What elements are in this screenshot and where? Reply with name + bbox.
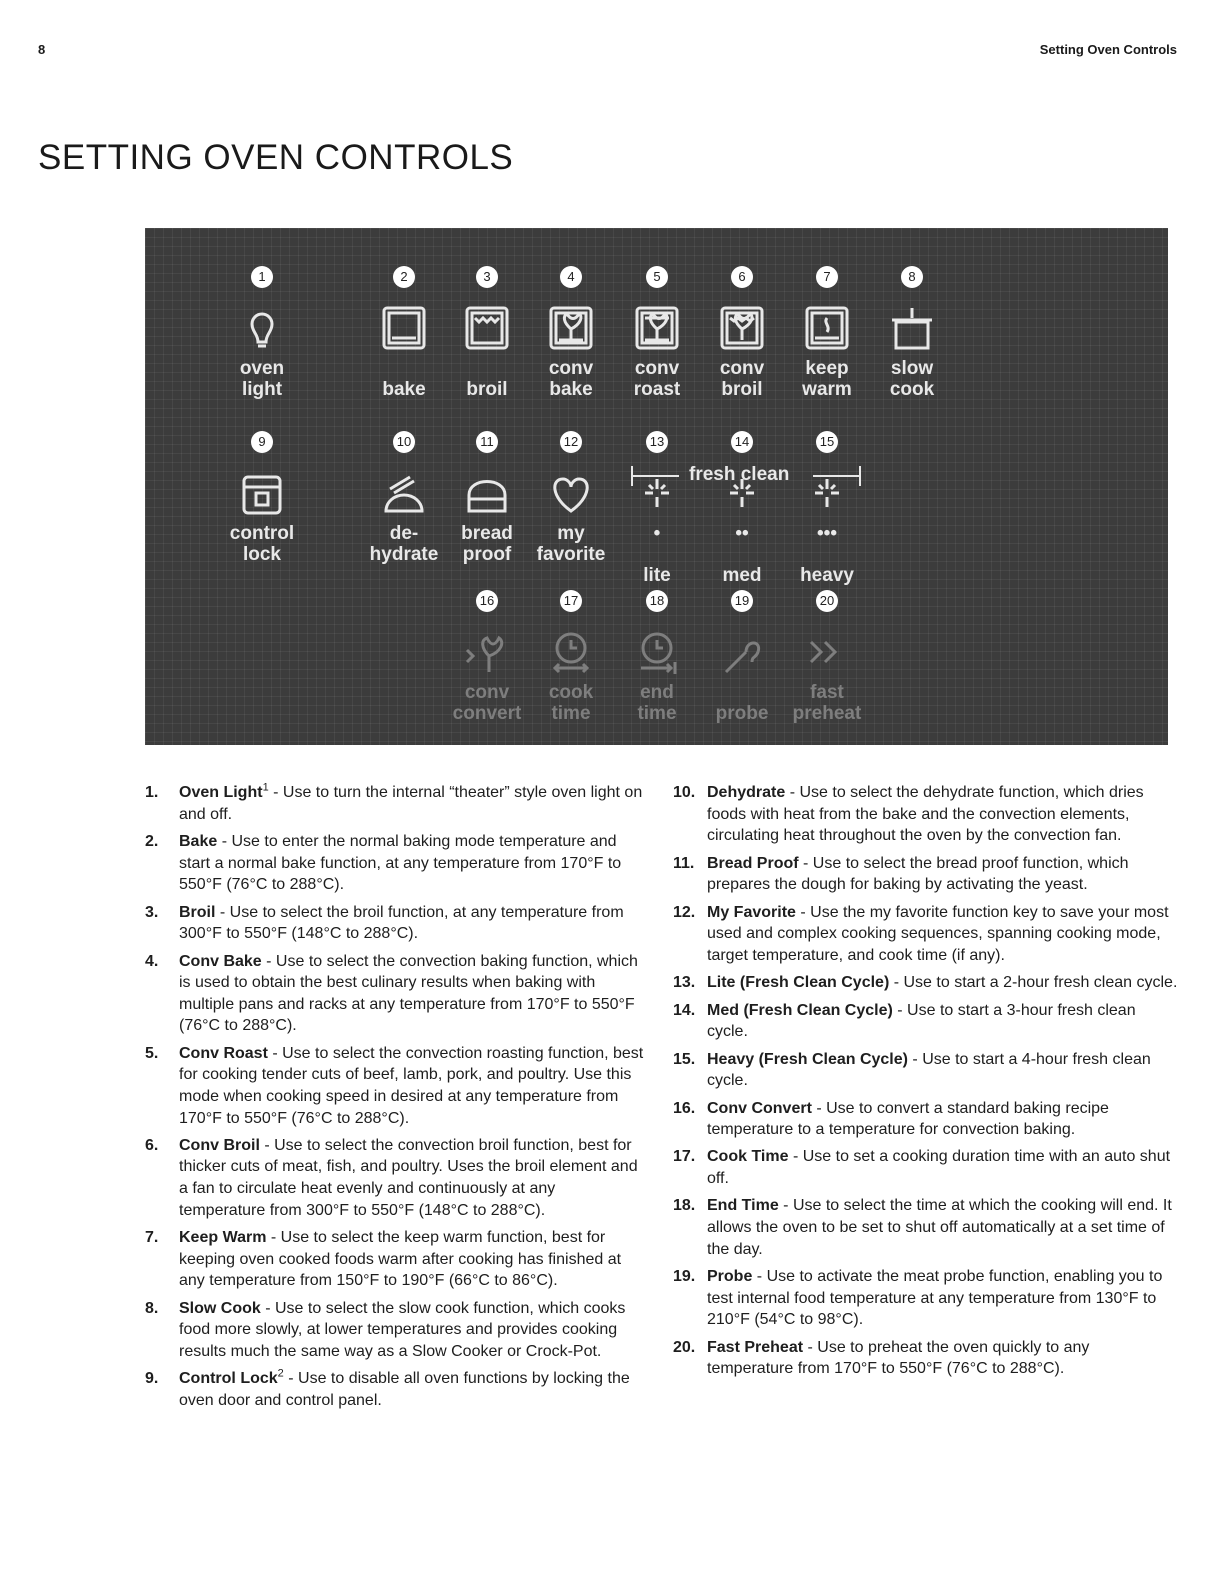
control-key-bread (442, 431, 532, 565)
callout-number: 4 (560, 266, 582, 288)
descriptions-left-column (145, 782, 645, 1417)
description-item (673, 1337, 1178, 1380)
item-number: 16. (673, 1099, 696, 1117)
item-term: Conv Roast (179, 1044, 268, 1062)
bread-icon (461, 467, 513, 519)
callout-number: 13 (646, 431, 668, 453)
item-number: 13. (673, 974, 696, 992)
control-key-label: cook (889, 379, 935, 400)
description-item (673, 782, 1178, 847)
footnote-ref: 1 (262, 781, 269, 794)
description-item (673, 902, 1178, 967)
control-key-label: time (551, 703, 591, 724)
control-key-label: light (241, 379, 283, 400)
control-key-label (359, 358, 449, 379)
description-item (673, 1146, 1178, 1189)
item-term: Broil (179, 903, 216, 921)
control-key-label: conv (548, 358, 594, 379)
callout-number: 18 (646, 590, 668, 612)
description-item (145, 902, 645, 945)
callout-number: 14 (731, 431, 753, 453)
item-term: Bread Proof (707, 854, 799, 872)
control-key-label: heavy (800, 565, 854, 586)
control-key-label: conv (634, 358, 680, 379)
item-number: 1. (145, 784, 159, 801)
control-key-conv-broil (697, 266, 787, 400)
item-term: Keep Warm (179, 1229, 267, 1247)
item-number: 7. (145, 1229, 159, 1247)
control-key-label (697, 682, 787, 703)
description-item (673, 1049, 1178, 1092)
item-term: My Favorite (707, 903, 796, 921)
item-number: 10. (673, 784, 696, 801)
item-text: - Use to start a 4-hour fresh clean cycle. (707, 1050, 1151, 1090)
callout-number: 5 (646, 266, 668, 288)
item-number: 11. (673, 854, 695, 872)
fast-preheat-icon (801, 626, 853, 678)
end-time-icon (631, 626, 683, 678)
control-key-label: my (557, 523, 585, 544)
callout-number: 3 (476, 266, 498, 288)
item-text: - Use to activate the meat probe function, enabling you to test internal food temperature at any temperature from 130°F to 210°F (54°C to 98°C). (707, 1268, 1163, 1329)
item-term: Conv Bake (179, 952, 262, 970)
callout-number: 2 (393, 266, 415, 288)
control-key-label: cook (548, 682, 594, 703)
item-text: - Use to select the convection roasting function, best for cooking tender cuts of beef, lamb, pork, and poultry. Use this mode when cooking speed in desired at any temperature from 170°F to 550°F (76°C to 288°C). (179, 1044, 644, 1127)
item-term: Control Lock (179, 1370, 278, 1388)
control-key-lightbulb (217, 266, 307, 400)
control-key-fast-preheat (782, 590, 872, 724)
callout-number: 11 (476, 431, 498, 453)
callout-number: 7 (816, 266, 838, 288)
footnote-ref: 2 (277, 1367, 284, 1380)
control-key-label: preheat (792, 703, 862, 724)
item-term: Oven Light (179, 784, 263, 801)
item-term: Lite (Fresh Clean Cycle) (707, 974, 890, 992)
control-key-label: med (722, 565, 762, 586)
item-text: - Use to select the convection broil function, best for thicker cuts of meat, fish, and poultry. Uses the broil element and a fan to circulate heat evenly and continuously at any temperature from 300°F to 550°F (148°C to 288°C). (179, 1136, 638, 1219)
description-item (145, 1227, 645, 1292)
conv-convert-icon (461, 626, 513, 678)
description-item (145, 951, 645, 1037)
control-key-label: warm (802, 379, 852, 400)
item-text: - Use to select the time at which the cooking will end. It allows the oven to be set to shut off automatically at a set time of the day. (707, 1197, 1172, 1258)
control-key-label: bread (461, 523, 513, 544)
item-text: - Use to select the convection baking function, which is used to obtain the best culinary results when baking with multiple pans and racks at any temperature from 170°F to 550°F (76°C to 288°C). (179, 952, 638, 1035)
callout-number: 6 (731, 266, 753, 288)
control-key-clean-med (697, 431, 787, 586)
bake-icon (378, 302, 430, 354)
callout-number: 20 (816, 590, 838, 612)
callout-number: 15 (816, 431, 838, 453)
item-text: - Use to select the broil function, at any temperature from 300°F to 550°F (148°C to 288°C). (179, 903, 624, 943)
control-key-label: fast (810, 682, 844, 703)
control-key-label: bake (382, 379, 426, 400)
slow-cook-icon (886, 302, 938, 354)
control-key-label: lock (242, 544, 282, 565)
page-number: 8 (38, 42, 46, 57)
item-text: - Use to preheat the oven quickly to any temperature from 170°F to 550°F (76°C to 288°C). (707, 1338, 1090, 1378)
callout-number: 16 (476, 590, 498, 612)
callout-number: 17 (560, 590, 582, 612)
cook-time-icon (545, 626, 597, 678)
control-key-label: conv (464, 682, 510, 703)
control-key-label (442, 358, 532, 379)
description-item (145, 1298, 645, 1363)
item-term: Conv Broil (179, 1136, 260, 1154)
item-text: - Use to select the bread proof function, which prepares the dough for baking by activating the yeast. (707, 854, 1129, 894)
callout-number: 12 (560, 431, 582, 453)
control-key-label: convert (452, 703, 522, 724)
control-key-dehydrate (359, 431, 449, 565)
item-text: - Use to start a 3-hour fresh clean cycle. (707, 1001, 1136, 1041)
conv-roast-icon (631, 302, 683, 354)
control-key-label: favorite (536, 544, 606, 565)
callout-number: 19 (731, 590, 753, 612)
item-number: 15. (673, 1050, 696, 1068)
item-text: - Use to set a cooking duration time with an auto shut off. (707, 1148, 1171, 1188)
clean-heavy-icon (801, 467, 853, 519)
item-text: - Use to select the keep warm function, best for keeping oven cooked foods warm after cooking has finished at any temperature from 150°F to 190°F (66°C to 86°C). (179, 1229, 622, 1290)
dehydrate-icon (378, 467, 430, 519)
control-key-label: lite (643, 565, 671, 586)
item-text: - Use to convert a standard baking recipe temperature to a temperature for convection baking. (707, 1099, 1109, 1139)
intensity-dots: ••• (817, 523, 837, 544)
description-item (145, 1135, 645, 1221)
control-key-clean-heavy (782, 431, 872, 586)
item-term: Conv Convert (707, 1099, 812, 1117)
item-term: Bake (179, 832, 218, 850)
item-number: 18. (673, 1197, 696, 1215)
control-key-label (697, 544, 787, 565)
control-key-heart (526, 431, 616, 565)
description-item (673, 1266, 1178, 1331)
control-key-label: conv (719, 358, 765, 379)
description-item (673, 1195, 1178, 1260)
item-number: 8. (145, 1299, 159, 1317)
clean-med-icon (716, 467, 768, 519)
callout-number: 9 (251, 431, 273, 453)
control-key-label (612, 544, 702, 565)
control-key-label: bake (549, 379, 593, 400)
conv-broil-icon (716, 302, 768, 354)
control-key-label: slow (890, 358, 934, 379)
item-number: 3. (145, 903, 159, 921)
control-key-lock (217, 431, 307, 565)
intensity-dots: •• (735, 523, 749, 544)
item-term: End Time (707, 1197, 779, 1215)
item-term: Med (Fresh Clean Cycle) (707, 1001, 893, 1019)
control-key-label: keep (805, 358, 849, 379)
control-key-broil (442, 266, 532, 400)
clean-lite-icon (631, 467, 683, 519)
item-text: - Use to select the dehydrate function, which dries foods with heat from the bake and the convection elements, circulating heat throughout the oven by the convection fan. (707, 784, 1144, 845)
control-key-clean-lite (612, 431, 702, 586)
item-text: - Use to start a 2-hour fresh clean cycle. (889, 974, 1178, 992)
item-text: - Use the my favorite function key to save your most used and complex cooking sequences, spanning cooking mode, target temperature, and cook time (if any). (707, 903, 1169, 964)
control-key-end-time (612, 590, 702, 724)
running-header: Setting Oven Controls (1039, 42, 1177, 57)
description-item (673, 1000, 1178, 1043)
item-term: Cook Time (707, 1148, 789, 1166)
control-key-label: control (229, 523, 295, 544)
item-number: 4. (145, 952, 159, 970)
item-term: Heavy (Fresh Clean Cycle) (707, 1050, 908, 1068)
control-key-label: time (637, 703, 677, 724)
control-key-label: hydrate (369, 544, 439, 565)
item-number: 17. (673, 1148, 696, 1166)
control-key-label (782, 544, 872, 565)
callout-number: 1 (251, 266, 273, 288)
control-key-label: roast (633, 379, 681, 400)
description-item (673, 853, 1178, 896)
description-item (145, 782, 645, 825)
description-item (673, 972, 1178, 994)
description-item (673, 1098, 1178, 1141)
broil-icon (461, 302, 513, 354)
control-key-conv-roast (612, 266, 702, 400)
control-panel-illustration (145, 228, 1168, 745)
lightbulb-icon (236, 302, 288, 354)
item-text: - Use to enter the normal baking mode temperature and start a normal bake function, at any temperature from 170°F to 550°F (76°C to 288°C). (179, 832, 622, 894)
item-number: 20. (673, 1338, 696, 1356)
control-key-bake (359, 266, 449, 400)
control-key-label: oven (239, 358, 285, 379)
descriptions-right-column (673, 782, 1178, 1386)
item-term: Slow Cook (179, 1299, 261, 1317)
item-number: 5. (145, 1044, 159, 1062)
control-key-label: probe (715, 703, 769, 724)
keep-warm-icon (801, 302, 853, 354)
item-text: - Use to turn the internal “theater” style oven light on and off. (179, 784, 643, 823)
item-term: Fast Preheat (707, 1338, 804, 1356)
item-number: 19. (673, 1268, 696, 1286)
description-item (145, 831, 645, 896)
control-key-label: end (640, 682, 674, 703)
fresh-clean-label: fresh clean (689, 464, 790, 485)
control-key-label: broil (721, 379, 763, 400)
control-key-keep-warm (782, 266, 872, 400)
item-number: 6. (145, 1136, 159, 1154)
item-term: Probe (707, 1268, 753, 1286)
page-title: SETTING OVEN CONTROLS (38, 138, 514, 177)
heart-icon (545, 467, 597, 519)
control-key-label: proof (462, 544, 512, 565)
item-term: Dehydrate (707, 784, 786, 801)
control-key-conv-convert (442, 590, 532, 724)
intensity-dots: • (653, 523, 661, 544)
item-number: 14. (673, 1001, 696, 1019)
control-key-probe (697, 590, 787, 724)
probe-icon (716, 626, 768, 678)
callout-number: 8 (901, 266, 923, 288)
item-number: 2. (145, 832, 159, 850)
control-key-label: de- (389, 523, 419, 544)
control-key-label: broil (466, 379, 508, 400)
description-item (145, 1043, 645, 1129)
control-key-conv-bake (526, 266, 616, 400)
conv-bake-icon (545, 302, 597, 354)
item-text: - Use to select the slow cook function, which cooks food more slowly, at lower temperatures and provides cooking results much the same way as a Slow Cooker or Crock-Pot. (179, 1299, 626, 1360)
item-number: 9. (145, 1370, 159, 1388)
description-item (145, 1368, 645, 1411)
control-key-cook-time (526, 590, 616, 724)
callout-number: 10 (393, 431, 415, 453)
control-key-slow-cook (867, 266, 957, 400)
item-text: - Use to disable all oven functions by locking the oven door and control panel. (179, 1370, 630, 1409)
item-number: 12. (673, 903, 696, 921)
lock-icon (236, 467, 288, 519)
